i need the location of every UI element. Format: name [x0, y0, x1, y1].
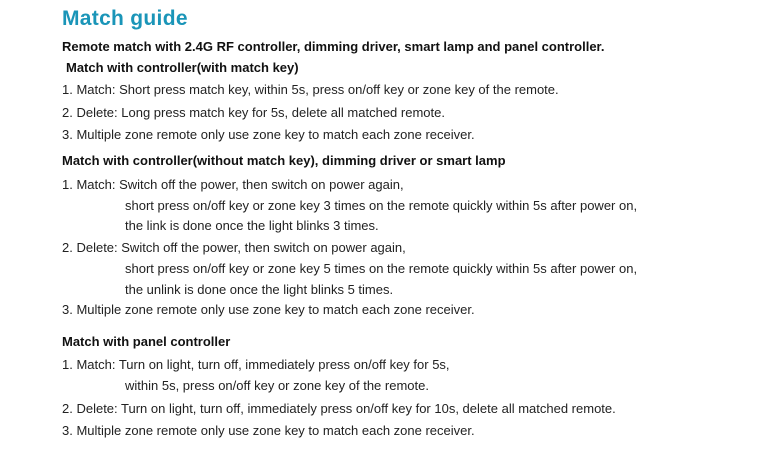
list-item: 1. Match: Turn on light, turn off, immediately press on/off key for 5s, — [62, 357, 450, 372]
intro-text: Remote match with 2.4G RF controller, dimming driver, smart lamp and panel controller. — [62, 39, 605, 54]
section-heading-panel-controller: Match with panel controller — [62, 334, 231, 349]
list-item: 2. Delete: Turn on light, turn off, immediately press on/off key for 10s, delete all matched remote. — [62, 401, 616, 416]
list-item-continuation: short press on/off key or zone key 3 times on the remote quickly within 5s after power on, — [125, 198, 638, 213]
list-item: 2. Delete: Switch off the power, then switch on power again, — [62, 240, 406, 255]
list-item: 2. Delete: Long press match key for 5s, delete all matched remote. — [62, 105, 445, 120]
list-item-continuation: short press on/off key or zone key 5 times on the remote quickly within 5s after power on, — [125, 261, 638, 276]
list-item: 3. Multiple zone remote only use zone key to match each zone receiver. — [62, 127, 475, 142]
list-item: 3. Multiple zone remote only use zone key to match each zone receiver. — [62, 423, 475, 438]
page-title: Match guide — [62, 7, 188, 30]
section-heading-without-match-key: Match with controller(without match key), dimming driver or smart lamp — [62, 153, 506, 168]
list-item: 1. Match: Short press match key, within 5s, press on/off key or zone key of the remote. — [62, 82, 559, 97]
list-item-continuation: within 5s, press on/off key or zone key of the remote. — [125, 378, 429, 393]
list-item: 1. Match: Switch off the power, then switch on power again, — [62, 177, 404, 192]
section-heading-with-match-key: Match with controller(with match key) — [66, 60, 299, 75]
list-item: 3. Multiple zone remote only use zone key to match each zone receiver. — [62, 302, 475, 317]
list-item-continuation: the unlink is done once the light blinks 5 times. — [125, 282, 394, 297]
list-item-continuation: the link is done once the light blinks 3 times. — [125, 218, 379, 233]
